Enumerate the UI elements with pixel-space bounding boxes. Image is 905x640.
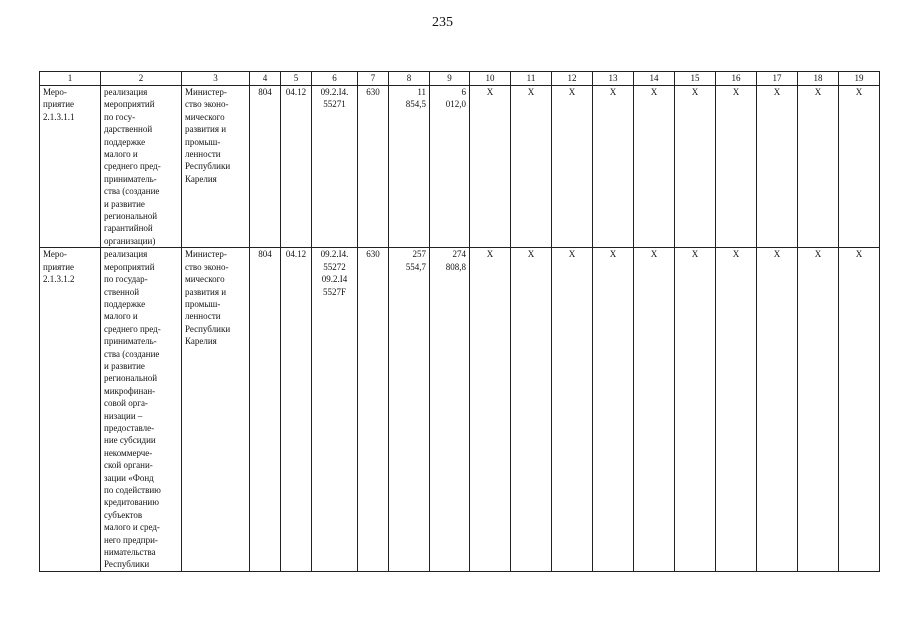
x-mark-cell: X bbox=[552, 86, 593, 248]
cell-line: развития и bbox=[185, 286, 227, 297]
cell-line: приниматель- bbox=[104, 173, 157, 184]
column-header: 17 bbox=[757, 72, 798, 86]
column-header: 6 bbox=[312, 72, 358, 86]
cell-line: поддержке bbox=[104, 298, 146, 309]
cell-line: 012,0 bbox=[445, 99, 466, 110]
x-mark-cell: X bbox=[593, 248, 634, 572]
cell-line: приятие bbox=[43, 261, 75, 272]
cell-line: среднего пред- bbox=[104, 323, 161, 334]
column-header: 4 bbox=[250, 72, 281, 86]
description-cell bbox=[101, 86, 182, 248]
x-mark-cell: X bbox=[716, 248, 757, 572]
column-header: 14 bbox=[634, 72, 675, 86]
column-header: 16 bbox=[716, 72, 757, 86]
cell-line: 5527F bbox=[322, 286, 346, 297]
amount-cell bbox=[430, 86, 470, 248]
cell-line: кредитованию bbox=[104, 497, 159, 508]
cell-line: ства (создание bbox=[104, 348, 160, 359]
x-mark-cell: X bbox=[593, 86, 634, 248]
cell-line: 09.2.I4 bbox=[321, 274, 348, 285]
cell-line: Министер- bbox=[185, 249, 227, 260]
column-header: 15 bbox=[675, 72, 716, 86]
cell-line: по госу- bbox=[104, 111, 136, 122]
cell-line: гарантийной bbox=[104, 223, 153, 234]
column-header: 18 bbox=[798, 72, 839, 86]
x-mark-cell: X bbox=[798, 86, 839, 248]
x-mark-cell: X bbox=[839, 86, 880, 248]
cell-line: мического bbox=[185, 274, 225, 285]
cell-line: Меро- bbox=[43, 249, 67, 260]
cell-line: 55271 bbox=[323, 99, 346, 110]
cell-line: ние субсидии bbox=[104, 435, 156, 446]
cell-line: малого и bbox=[104, 149, 138, 160]
x-mark-cell: X bbox=[634, 248, 675, 572]
column-header: 12 bbox=[552, 72, 593, 86]
cell-line: дарственной bbox=[104, 124, 153, 135]
cell-line: ленности bbox=[185, 311, 221, 322]
x-mark-cell: X bbox=[634, 86, 675, 248]
section-cell: 04.12 bbox=[281, 248, 312, 572]
cell-line: субъектов bbox=[104, 509, 143, 520]
x-mark-cell: X bbox=[757, 248, 798, 572]
amount-cell bbox=[389, 86, 430, 248]
cell-line: Республики bbox=[104, 559, 150, 570]
amount-cell bbox=[389, 248, 430, 572]
column-header: 7 bbox=[358, 72, 389, 86]
cell-line: мероприятий bbox=[104, 261, 155, 272]
cell-line: организации) bbox=[104, 235, 156, 246]
section-cell: 04.12 bbox=[281, 86, 312, 248]
cell-line: приятие bbox=[43, 99, 75, 110]
cell-line: 55272 bbox=[323, 261, 346, 272]
x-mark-cell: X bbox=[511, 86, 552, 248]
page-number: 235 bbox=[432, 15, 453, 30]
cell-line: 09.2.I4. bbox=[320, 87, 349, 97]
cell-line: 257 bbox=[412, 249, 426, 260]
cell-line: и развитие bbox=[104, 198, 145, 209]
column-header: 9 bbox=[430, 72, 470, 86]
cell-line: малого и сред- bbox=[104, 522, 160, 533]
cell-line: мического bbox=[185, 111, 225, 122]
column-header: 10 bbox=[470, 72, 511, 86]
cell-line: по государ- bbox=[104, 274, 148, 285]
column-header: 5 bbox=[281, 72, 312, 86]
cell-line: совой орга- bbox=[104, 398, 148, 409]
x-mark-cell: X bbox=[470, 248, 511, 572]
code-cell: 804 bbox=[250, 86, 281, 248]
cell-line: предоставле- bbox=[104, 422, 155, 433]
expense-type-cell: 630 bbox=[358, 248, 389, 572]
column-header: 1 bbox=[40, 72, 101, 86]
measure-cell bbox=[40, 248, 101, 572]
cell-line: поддержке bbox=[104, 136, 146, 147]
measure-cell bbox=[40, 86, 101, 248]
cell-line: нимательства bbox=[104, 547, 156, 558]
column-header: 11 bbox=[511, 72, 552, 86]
budget-table bbox=[39, 71, 880, 572]
cell-line: него предпри- bbox=[104, 534, 158, 545]
cell-line: ства (создание bbox=[104, 186, 160, 197]
cell-line: реализация bbox=[104, 87, 148, 97]
cell-line: Карелия bbox=[185, 336, 217, 347]
expense-type-cell: 630 bbox=[358, 86, 389, 248]
x-mark-cell: X bbox=[798, 248, 839, 572]
column-header: 19 bbox=[839, 72, 880, 86]
cell-line: низации – bbox=[104, 410, 143, 421]
cell-line: по содействию bbox=[104, 485, 161, 495]
cell-line: промыш- bbox=[185, 298, 221, 309]
cell-line: региональной bbox=[104, 211, 158, 222]
cell-line: реализация bbox=[104, 249, 148, 260]
executor-cell bbox=[182, 248, 250, 572]
cell-line: Министер- bbox=[185, 87, 227, 97]
cell-line: Карелия bbox=[185, 173, 217, 184]
x-mark-cell: X bbox=[675, 86, 716, 248]
cell-line: развития и bbox=[185, 124, 227, 135]
header-row bbox=[40, 72, 880, 86]
cell-line: приниматель- bbox=[104, 336, 157, 347]
cell-line: некоммерче- bbox=[104, 447, 153, 458]
cell-line: 6 bbox=[461, 87, 466, 97]
x-mark-cell: X bbox=[716, 86, 757, 248]
cell-line: ство эконо- bbox=[185, 99, 229, 110]
x-mark-cell: X bbox=[757, 86, 798, 248]
target-article-cell bbox=[312, 248, 358, 572]
cell-line: 808,8 bbox=[445, 261, 466, 272]
cell-line: 11 bbox=[417, 87, 426, 97]
cell-line: мероприятий bbox=[104, 99, 155, 110]
cell-line: среднего пред- bbox=[104, 161, 161, 172]
cell-line: малого и bbox=[104, 311, 138, 322]
description-cell bbox=[101, 248, 182, 572]
cell-line: 2.1.3.1.1 bbox=[43, 111, 75, 122]
executor-cell bbox=[182, 86, 250, 248]
cell-line: 554,7 bbox=[405, 261, 426, 272]
cell-line: ственной bbox=[104, 286, 140, 297]
code-cell: 804 bbox=[250, 248, 281, 572]
cell-line: 274 bbox=[452, 249, 466, 260]
cell-line: Меро- bbox=[43, 87, 67, 97]
cell-line: 854,5 bbox=[405, 99, 426, 110]
amount-cell bbox=[430, 248, 470, 572]
target-article-cell bbox=[312, 86, 358, 248]
cell-line: и развитие bbox=[104, 360, 145, 371]
column-header: 3 bbox=[182, 72, 250, 86]
x-mark-cell: X bbox=[839, 248, 880, 572]
x-mark-cell: X bbox=[675, 248, 716, 572]
column-header: 8 bbox=[389, 72, 430, 86]
cell-line: Республики bbox=[185, 323, 231, 334]
cell-line: 09.2.I4. bbox=[320, 249, 349, 260]
x-mark-cell: X bbox=[552, 248, 593, 572]
cell-line: ской органи- bbox=[104, 460, 153, 471]
cell-line: ленности bbox=[185, 149, 221, 160]
cell-line: зации «Фонд bbox=[104, 472, 154, 483]
table-row bbox=[40, 86, 880, 248]
column-header: 13 bbox=[593, 72, 634, 86]
x-mark-cell: X bbox=[511, 248, 552, 572]
cell-line: промыш- bbox=[185, 136, 221, 147]
cell-line: Республики bbox=[185, 161, 231, 172]
table-row bbox=[40, 248, 880, 572]
cell-line: 2.1.3.1.2 bbox=[43, 274, 75, 285]
x-mark-cell: X bbox=[470, 86, 511, 248]
cell-line: региональной bbox=[104, 373, 158, 384]
column-header: 2 bbox=[101, 72, 182, 86]
cell-line: микрофинан- bbox=[104, 385, 156, 396]
cell-line: ство эконо- bbox=[185, 261, 229, 272]
